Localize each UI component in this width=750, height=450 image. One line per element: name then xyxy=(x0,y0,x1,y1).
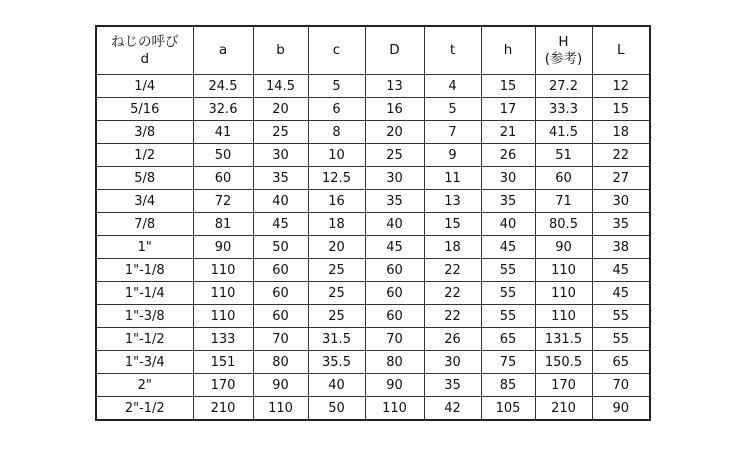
cell-t: 30 xyxy=(424,351,481,374)
cell-c: 5 xyxy=(308,75,365,98)
cell-L: 35 xyxy=(592,213,650,236)
cell-h: 40 xyxy=(481,213,535,236)
cell-b: 110 xyxy=(253,397,308,421)
cell-H: 80.5 xyxy=(535,213,592,236)
cell-D: 60 xyxy=(365,282,424,305)
cell-a: 72 xyxy=(193,190,253,213)
cell-c: 50 xyxy=(308,397,365,421)
cell-b: 40 xyxy=(253,190,308,213)
cell-H: 131.5 xyxy=(535,328,592,351)
table-row xyxy=(96,282,650,305)
cell-H: 51 xyxy=(535,144,592,167)
table-row xyxy=(96,351,650,374)
cell-H: 60 xyxy=(535,167,592,190)
cell-a: 110 xyxy=(193,305,253,328)
cell-D: 45 xyxy=(365,236,424,259)
header-thread-size xyxy=(96,26,193,75)
table-row xyxy=(96,190,650,213)
cell-L: 22 xyxy=(592,144,650,167)
cell-a: 110 xyxy=(193,259,253,282)
cell-H: 110 xyxy=(535,305,592,328)
cell-H: 33.3 xyxy=(535,98,592,121)
table-row xyxy=(96,98,650,121)
cell-a: 41 xyxy=(193,121,253,144)
cell-h: 26 xyxy=(481,144,535,167)
cell-b: 70 xyxy=(253,328,308,351)
table-row xyxy=(96,259,650,282)
cell-a: 170 xyxy=(193,374,253,397)
cell-thread-size: 2"-1/2 xyxy=(96,397,193,421)
cell-h: 21 xyxy=(481,121,535,144)
cell-D: 40 xyxy=(365,213,424,236)
cell-H: 110 xyxy=(535,259,592,282)
cell-thread-size: 5/8 xyxy=(96,167,193,190)
header-t: t xyxy=(424,26,481,75)
cell-c: 20 xyxy=(308,236,365,259)
table-row xyxy=(96,236,650,259)
cell-t: 11 xyxy=(424,167,481,190)
cell-t: 35 xyxy=(424,374,481,397)
table-row xyxy=(96,144,650,167)
cell-L: 55 xyxy=(592,328,650,351)
cell-h: 45 xyxy=(481,236,535,259)
cell-h: 55 xyxy=(481,305,535,328)
cell-H: 90 xyxy=(535,236,592,259)
cell-D: 16 xyxy=(365,98,424,121)
cell-thread-size: 3/8 xyxy=(96,121,193,144)
header-L: L xyxy=(592,26,650,75)
cell-c: 25 xyxy=(308,305,365,328)
header-thread-size-label: ねじの呼び xyxy=(111,33,179,50)
cell-H: 71 xyxy=(535,190,592,213)
cell-a: 90 xyxy=(193,236,253,259)
cell-b: 60 xyxy=(253,282,308,305)
cell-L: 65 xyxy=(592,351,650,374)
table-row xyxy=(96,213,650,236)
cell-H: 41.5 xyxy=(535,121,592,144)
cell-t: 18 xyxy=(424,236,481,259)
table-body xyxy=(96,75,650,421)
table-row xyxy=(96,397,650,421)
cell-c: 12.5 xyxy=(308,167,365,190)
cell-a: 151 xyxy=(193,351,253,374)
cell-L: 90 xyxy=(592,397,650,421)
cell-c: 40 xyxy=(308,374,365,397)
cell-L: 45 xyxy=(592,282,650,305)
cell-a: 110 xyxy=(193,282,253,305)
cell-b: 80 xyxy=(253,351,308,374)
cell-L: 27 xyxy=(592,167,650,190)
cell-h: 75 xyxy=(481,351,535,374)
cell-c: 35.5 xyxy=(308,351,365,374)
header-H xyxy=(535,26,592,75)
table-row xyxy=(96,328,650,351)
cell-D: 13 xyxy=(365,75,424,98)
cell-D: 110 xyxy=(365,397,424,421)
cell-thread-size: 1/2 xyxy=(96,144,193,167)
cell-h: 17 xyxy=(481,98,535,121)
cell-b: 45 xyxy=(253,213,308,236)
cell-H: 170 xyxy=(535,374,592,397)
cell-t: 22 xyxy=(424,282,481,305)
cell-L: 30 xyxy=(592,190,650,213)
cell-c: 18 xyxy=(308,213,365,236)
cell-D: 70 xyxy=(365,328,424,351)
cell-D: 20 xyxy=(365,121,424,144)
cell-L: 15 xyxy=(592,98,650,121)
cell-h: 15 xyxy=(481,75,535,98)
cell-a: 32.6 xyxy=(193,98,253,121)
dimension-table xyxy=(95,25,651,421)
cell-c: 31.5 xyxy=(308,328,365,351)
cell-h: 30 xyxy=(481,167,535,190)
cell-H: 150.5 xyxy=(535,351,592,374)
cell-h: 55 xyxy=(481,282,535,305)
cell-b: 90 xyxy=(253,374,308,397)
table-row xyxy=(96,374,650,397)
cell-b: 60 xyxy=(253,305,308,328)
cell-t: 9 xyxy=(424,144,481,167)
cell-D: 80 xyxy=(365,351,424,374)
table-row xyxy=(96,167,650,190)
cell-t: 15 xyxy=(424,213,481,236)
cell-a: 24.5 xyxy=(193,75,253,98)
cell-t: 26 xyxy=(424,328,481,351)
header-h: h xyxy=(481,26,535,75)
cell-L: 45 xyxy=(592,259,650,282)
cell-b: 30 xyxy=(253,144,308,167)
cell-thread-size: 1"-1/2 xyxy=(96,328,193,351)
cell-thread-size: 3/4 xyxy=(96,190,193,213)
table-row xyxy=(96,75,650,98)
cell-t: 13 xyxy=(424,190,481,213)
cell-h: 35 xyxy=(481,190,535,213)
table-row xyxy=(96,305,650,328)
cell-L: 70 xyxy=(592,374,650,397)
cell-H: 110 xyxy=(535,282,592,305)
cell-t: 22 xyxy=(424,259,481,282)
cell-a: 210 xyxy=(193,397,253,421)
cell-thread-size: 1" xyxy=(96,236,193,259)
cell-D: 90 xyxy=(365,374,424,397)
cell-b: 50 xyxy=(253,236,308,259)
cell-a: 60 xyxy=(193,167,253,190)
cell-D: 25 xyxy=(365,144,424,167)
header-H-note: (参考) xyxy=(544,50,583,67)
cell-c: 6 xyxy=(308,98,365,121)
cell-b: 60 xyxy=(253,259,308,282)
cell-h: 55 xyxy=(481,259,535,282)
cell-H: 27.2 xyxy=(535,75,592,98)
cell-thread-size: 7/8 xyxy=(96,213,193,236)
cell-thread-size: 1"-1/8 xyxy=(96,259,193,282)
header-c: c xyxy=(308,26,365,75)
cell-thread-size: 2" xyxy=(96,374,193,397)
cell-L: 55 xyxy=(592,305,650,328)
cell-thread-size: 1"-1/4 xyxy=(96,282,193,305)
cell-c: 8 xyxy=(308,121,365,144)
cell-thread-size: 1"-3/8 xyxy=(96,305,193,328)
cell-D: 30 xyxy=(365,167,424,190)
cell-c: 10 xyxy=(308,144,365,167)
cell-b: 14.5 xyxy=(253,75,308,98)
cell-L: 38 xyxy=(592,236,650,259)
header-H-symbol: H xyxy=(558,33,569,50)
cell-a: 81 xyxy=(193,213,253,236)
header-thread-size-symbol: d xyxy=(140,50,150,67)
cell-h: 65 xyxy=(481,328,535,351)
cell-L: 18 xyxy=(592,121,650,144)
header-a: a xyxy=(193,26,253,75)
cell-t: 4 xyxy=(424,75,481,98)
cell-D: 60 xyxy=(365,259,424,282)
cell-h: 85 xyxy=(481,374,535,397)
table-header-row xyxy=(96,26,650,75)
cell-thread-size: 5/16 xyxy=(96,98,193,121)
cell-b: 20 xyxy=(253,98,308,121)
cell-thread-size: 1/4 xyxy=(96,75,193,98)
cell-c: 25 xyxy=(308,282,365,305)
cell-t: 5 xyxy=(424,98,481,121)
cell-D: 35 xyxy=(365,190,424,213)
cell-H: 210 xyxy=(535,397,592,421)
cell-b: 25 xyxy=(253,121,308,144)
header-D: D xyxy=(365,26,424,75)
cell-t: 7 xyxy=(424,121,481,144)
cell-t: 22 xyxy=(424,305,481,328)
cell-b: 35 xyxy=(253,167,308,190)
cell-a: 133 xyxy=(193,328,253,351)
cell-thread-size: 1"-3/4 xyxy=(96,351,193,374)
cell-t: 42 xyxy=(424,397,481,421)
table-row xyxy=(96,121,650,144)
cell-D: 60 xyxy=(365,305,424,328)
cell-c: 25 xyxy=(308,259,365,282)
cell-a: 50 xyxy=(193,144,253,167)
cell-L: 12 xyxy=(592,75,650,98)
cell-c: 16 xyxy=(308,190,365,213)
header-b: b xyxy=(253,26,308,75)
cell-h: 105 xyxy=(481,397,535,421)
